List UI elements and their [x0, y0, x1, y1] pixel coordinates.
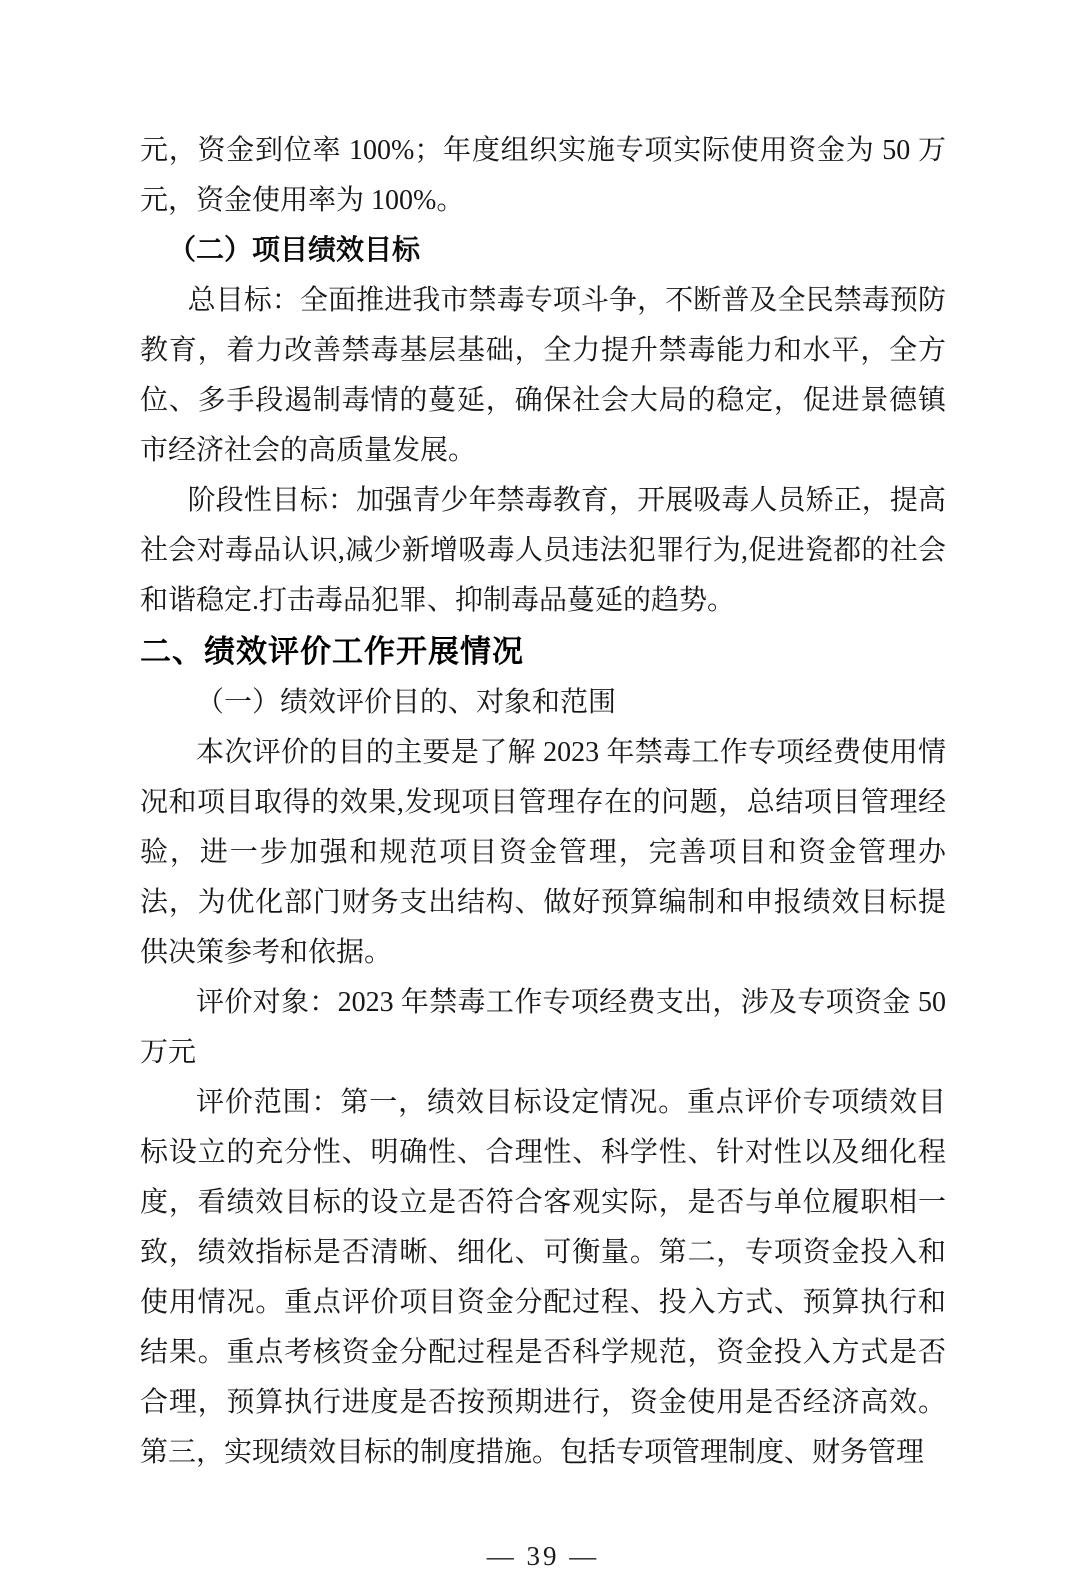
- heading-evaluation-work-progress: 二、绩效评价工作开展情况: [140, 634, 524, 669]
- paragraph-evaluation-purpose: 本次评价的目的主要是了解 2023 年禁毒工作专项经费使用情况和项目取得的效果,发现项目管理存在的问题，总结项目管理经验，进一步加强和规范项目资金管理，完善项目和资金管理办法，为优化部门财务支出结构、做好预算编制和申报绩效目标提供决策参考和依据。: [140, 737, 946, 968]
- paragraph-funds-usage-continued: 元，资金到位率 100%；年度组织实施专项实际使用资金为 50 万元，资金使用率为 100%。: [140, 135, 946, 216]
- subheading-evaluation-purpose-object-scope: （一）绩效评价目的、对象和范围: [196, 687, 617, 718]
- paragraph-evaluation-scope: 评价范围：第一，绩效目标设定情况。重点评价专项绩效目标设立的充分性、明确性、合理性、科学性、针对性以及细化程度，看绩效目标的设立是否符合客观实际，是否与单位履职相一致，绩效指标是否清晰、细化、可衡量。第二，专项资金投入和使用情况。重点评价项目资金分配过程、投入方式、预算执行和结果。重点考核资金分配过程是否科学规范，资金投入方式是否合理，预算执行进度是否按预期进行，资金使用是否经济高效。第三，实现绩效目标的制度措施。包括专项管理制度、财务管理: [140, 1087, 946, 1468]
- paragraph-evaluation-object: 评价对象：2023 年禁毒工作专项经费支出，涉及专项资金 50 万元: [140, 987, 946, 1068]
- paragraph-overall-goal: 总目标：全面推进我市禁毒专项斗争，不断普及全民禁毒预防教育，着力改善禁毒基层基础，全力提升禁毒能力和水平，全方位、多手段遏制毒情的蔓延，确保社会大局的稳定，促进景德镇市经济社会的高质量发展。: [140, 285, 946, 466]
- paragraph-stage-goal: 阶段性目标：加强青少年禁毒教育，开展吸毒人员矫正，提高社会对毒品认识,减少新增吸毒人员违法犯罪行为,促进瓷都的社会和谐稳定.打击毒品犯罪、抑制毒品蔓延的趋势。: [140, 485, 946, 616]
- heading-project-performance-goals: （二）项目绩效目标: [168, 235, 421, 266]
- page-number: — 39 —: [486, 1541, 600, 1571]
